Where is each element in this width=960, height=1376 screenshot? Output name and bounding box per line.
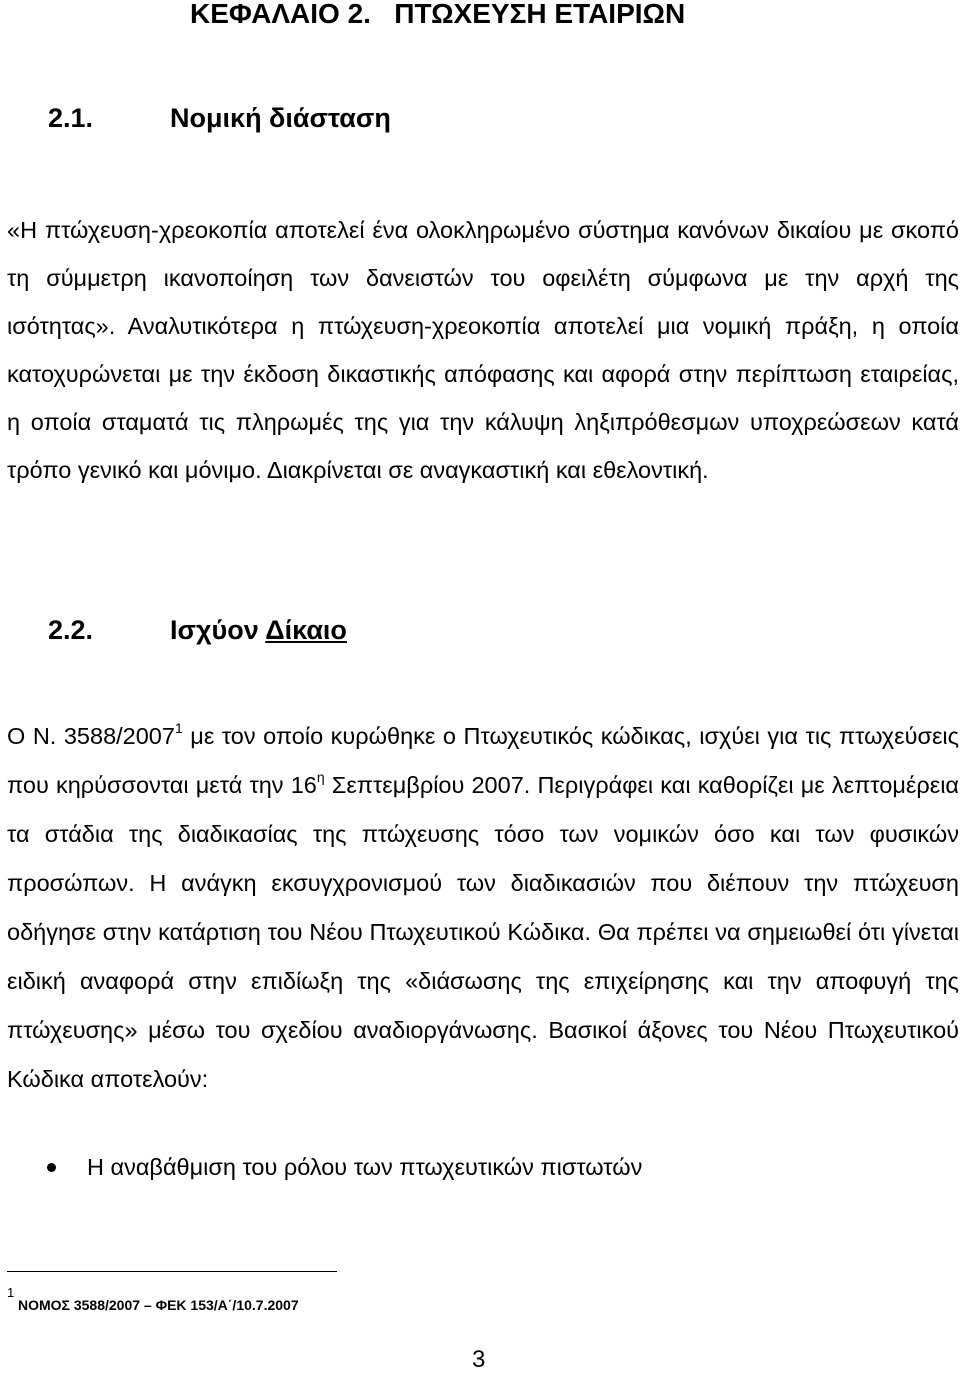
footnote-divider bbox=[7, 1271, 337, 1272]
chapter-title: ΚΕΦΑΛΑΙΟ 2. ΠΤΩΧΕΥΣΗ ΕΤΑΙΡΙΩΝ bbox=[190, 0, 686, 29]
section-title: Νομική διάσταση bbox=[170, 103, 391, 133]
section-title bbox=[170, 610, 347, 650]
section-number: 2.1. bbox=[48, 103, 94, 133]
section-title-underlined: Δίκαιο bbox=[265, 615, 347, 645]
footnote-text: ΝΟΜΟΣ 3588/2007 – ΦΕΚ 153/Α΄/10.7.2007 bbox=[18, 1297, 299, 1313]
page-number: 3 bbox=[472, 1346, 486, 1373]
list-item-text: Η αναβάθμιση του ρόλου των πτωχευτικών πιστωτών bbox=[87, 1154, 643, 1180]
section-title-prefix: Ισχύον bbox=[170, 615, 266, 645]
section-2-2-paragraph bbox=[7, 712, 959, 1104]
section-number: 2.2. bbox=[48, 615, 94, 645]
bullet-icon bbox=[47, 1163, 56, 1172]
footnote-marker: 1 bbox=[7, 1285, 15, 1300]
section-2-1-paragraph: «Η πτώχευση-χρεοκοπία αποτελεί ένα ολοκληρωμένο σύστημα κανόνων δικαίου με σκοπό τη σύμμετρη ικανοποίηση των δανειστών του οφειλέτη σύμφωνα με την αρχή της ισότητας». Αναλυτικότερα η πτώχευση-χρεοκοπία αποτελεί μια νομική πράξη, η οποία κατοχυρώνεται με την έκδοση δικαστικής απόφασης και αφορά στην περίπτωση εταιρείας, η οποία σταματά τις πληρωμές της για την κάλυψη ληξιπρόθεσμων υποχρεώσεων κατά τρόπο γενικό και μόνιμο. Διακρίνεται σε αναγκαστική και εθελοντική. bbox=[7, 217, 959, 483]
footnote-reference[interactable]: 1 bbox=[174, 720, 183, 737]
para-mid: με τον οποίο κυρώθηκε ο Πτωχευτικός κώδικας, ισχύει για τις πτωχεύσεις που κηρύσσονται μετά την 16 bbox=[7, 723, 959, 798]
para-end: Σεπτεμβρίου 2007. Περιγράφει και καθορίζει με λεπτομέρεια τα στάδια της διαδικασίας της πτώχευσης τόσο των νομικών όσο και των φυσικών προσώπων. Η ανάγκη εκσυγχρονισμού των διαδικασιών που διέπουν την πτώχευση οδήγησε στην κατάρτιση του Νέου Πτωχευτικού Κώδικα. Θα πρέπει να σημειωθεί ότι γίνεται ειδική αναφορά στην επιδίωξη της «διάσωσης της επιχείρησης και την αποφυγή της πτώχευσης» μέσω του σχεδίου αναδιοργάνωσης. Βασικοί άξονες του Νέου Πτωχευτικού Κώδικα αποτελούν: bbox=[7, 772, 959, 1092]
ordinal-superscript: η bbox=[316, 769, 325, 786]
para-start: Ο Ν. 3588/2007 bbox=[7, 723, 175, 749]
